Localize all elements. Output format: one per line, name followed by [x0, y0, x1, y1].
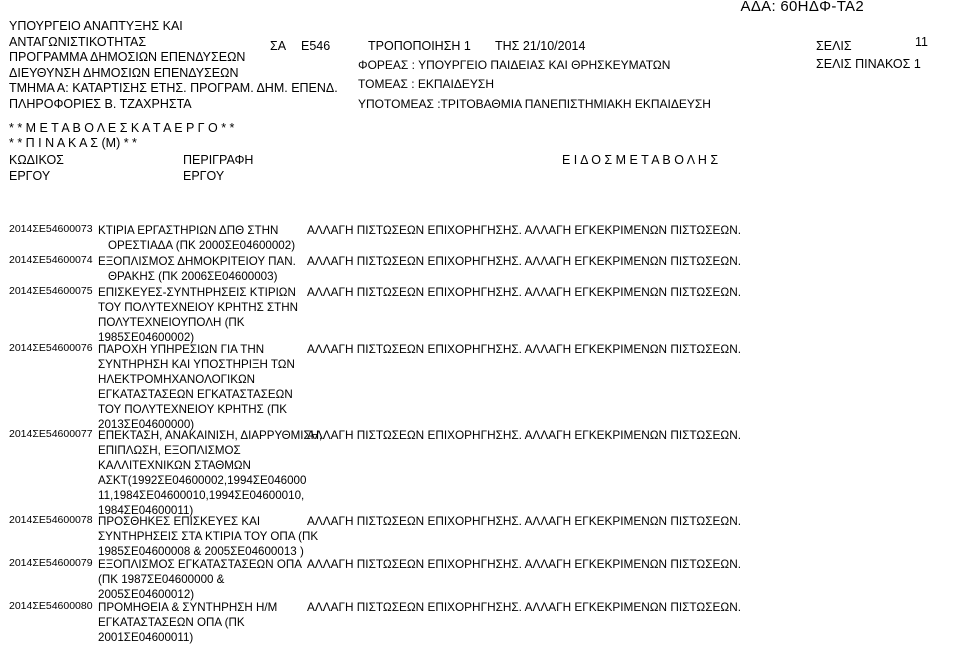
row-change-type: ΑΛΛΑΓΗ ΠΙΣΤΩΣΕΩΝ ΕΠΙΧΟΡΗΓΗΣΗΣ. ΑΛΛΑΓΗ ΕΓΚΕΚΡΙΜΕΝΩΝ ΠΙΣΤΩΣΕΩΝ. [307, 223, 742, 237]
desc-line: ΕΞΟΠΛΙΣΜΟΣ ΔΗΜΟΚΡΙΤΕΙΟΥ ΠΑΝ. [98, 255, 296, 268]
row-code: 2014ΣΕ54600077 [9, 428, 93, 440]
desc-line: ΟΡΕΣΤΙΑΔΑ (ΠΚ 2000ΣΕ04600002) [108, 239, 296, 253]
desc-line: ΤΟΥ ΠΟΛΥΤΕΧΝΕΙΟΥ ΚΡΗΤΗΣ (ΠΚ [98, 403, 287, 417]
desc-line: ΣΥΝΤΗΡΗΣΗ ΚΑΙ ΥΠΟΣΤΗΡΙΞΗ ΤΩΝ [98, 358, 295, 372]
row-code: 2014ΣΕ54600075 [9, 285, 93, 297]
modification-date: ΤΗΣ 21/10/2014 [495, 39, 586, 53]
desc-line: ΠΡΟΣΘΗΚΕΣ ΕΠΙΣΚΕΥΕΣ ΚΑΙ [98, 515, 261, 528]
desc-line: ΚΤΙΡΙΑ ΕΡΓΑΣΤΗΡΙΩΝ ΔΠΘ ΣΤΗΝ [98, 224, 279, 237]
row-code: 2014ΣΕ54600074 [9, 254, 93, 266]
row-description [98, 428, 322, 519]
tomeas-line: ΤΟΜΕΑΣ : ΕΚΠΑΙΔΕΥΣΗ [358, 77, 494, 91]
row-description [98, 285, 298, 345]
ada-identifier: ΑΔΑ: 60ΗΔΦ-ΤΑ2 [740, 0, 864, 15]
row-change-type: ΑΛΛΑΓΗ ΠΙΣΤΩΣΕΩΝ ΕΠΙΧΟΡΗΓΗΣΗΣ. ΑΛΛΑΓΗ ΕΓΚΕΚΡΙΜΕΝΩΝ ΠΙΣΤΩΣΕΩΝ. [307, 428, 742, 442]
desc-line: (ΠΚ 1987ΣΕ04600000 & [98, 573, 225, 587]
header-line: ΑΝΤΑΓΩΝΙΣΤΙΚΟΤΗΤΑΣ [9, 34, 147, 49]
row-code: 2014ΣΕ54600080 [9, 600, 93, 612]
header-line: ΔΙΕΥΘΥΝΣΗ ΔΗΜΟΣΙΩΝ ΕΠΕΝΔΥΣΕΩΝ [9, 65, 239, 80]
col-heading-line: ΚΩΔΙΚΟΣ [9, 153, 64, 167]
desc-line: ΠΡΟΜΗΘΕΙΑ & ΣΥΝΤΗΡΗΣΗ Η/Μ [98, 601, 278, 614]
sa-number: Ε546 [301, 39, 331, 53]
desc-line: ΕΞΟΠΛΙΣΜΟΣ ΕΓΚΑΤΑΣΤΑΣΕΩΝ ΟΠΑ [98, 558, 302, 571]
desc-line: ΘΡΑΚΗΣ (ΠΚ 2006ΣΕ04600003) [108, 270, 278, 284]
desc-line: ΠΑΡΟΧΗ ΥΠΗΡΕΣΙΩΝ ΓΙΑ ΤΗΝ [98, 343, 265, 356]
col-heading-change: Ε Ι Δ Ο Σ Μ Ε Τ Α Β Ο Λ Η Σ [562, 153, 719, 167]
row-code: 2014ΣΕ54600079 [9, 557, 93, 569]
row-description [98, 600, 277, 645]
section-subtitle: * * Π Ι Ν Α Κ Α Σ (Μ) * * [9, 136, 137, 150]
desc-line: 2001ΣΕ04600011) [98, 631, 194, 645]
header-line: ΠΛΗΡΟΦΟΡΙΕΣ Β. ΤΖΑΧΡΗΣΤΑ [9, 96, 192, 111]
modification-number: ΤΡΟΠΟΠΟΙΗΣΗ 1 [368, 39, 471, 53]
table-page: ΣΕΛΙΣ ΠΙΝΑΚΟΣ 1 [816, 57, 921, 71]
desc-line: 11,1984ΣΕ04600010,1994ΣΕ04600010, [98, 489, 305, 503]
row-change-type: ΑΛΛΑΓΗ ΠΙΣΤΩΣΕΩΝ ΕΠΙΧΟΡΗΓΗΣΗΣ. ΑΛΛΑΓΗ ΕΓΚΕΚΡΙΜΕΝΩΝ ΠΙΣΤΩΣΕΩΝ. [307, 285, 742, 299]
ministry-header [9, 19, 338, 112]
foreas-line: ΦΟΡΕΑΣ : ΥΠΟΥΡΓΕΙΟ ΠΑΙΔΕΙΑΣ ΚΑΙ ΘΡΗΣΚΕΥΜΑΤΩΝ [358, 58, 671, 72]
desc-line: 1985ΣΕ04600008 & 2005ΣΕ04600013 ) [98, 545, 304, 559]
page-label: ΣΕΛΙΣ [816, 39, 852, 53]
row-change-type: ΑΛΛΑΓΗ ΠΙΣΤΩΣΕΩΝ ΕΠΙΧΟΡΗΓΗΣΗΣ. ΑΛΛΑΓΗ ΕΓΚΕΚΡΙΜΕΝΩΝ ΠΙΣΤΩΣΕΩΝ. [307, 557, 742, 571]
desc-line: ΚΑΛΛΙΤΕΧΝΙΚΩΝ ΣΤΑΘΜΩΝ [98, 459, 251, 473]
row-code: 2014ΣΕ54600076 [9, 342, 93, 354]
desc-line: 2013ΣΕ04600000) [98, 418, 195, 432]
row-change-type: ΑΛΛΑΓΗ ΠΙΣΤΩΣΕΩΝ ΕΠΙΧΟΡΗΓΗΣΗΣ. ΑΛΛΑΓΗ ΕΓΚΕΚΡΙΜΕΝΩΝ ΠΙΣΤΩΣΕΩΝ. [307, 342, 742, 356]
row-code: 2014ΣΕ54600078 [9, 514, 93, 526]
row-description [98, 223, 295, 253]
desc-line: 2005ΣΕ04600012) [98, 588, 195, 602]
section-title: * * Μ Ε Τ Α Β Ο Λ Ε Σ Κ Α Τ Α Ε Ρ Γ Ο * * [9, 121, 235, 135]
header-line: ΥΠΟΥΡΓΕΙΟ ΑΝΑΠΤΥΞΗΣ ΚΑΙ [9, 19, 183, 33]
row-change-type: ΑΛΛΑΓΗ ΠΙΣΤΩΣΕΩΝ ΕΠΙΧΟΡΗΓΗΣΗΣ. ΑΛΛΑΓΗ ΕΓΚΕΚΡΙΜΕΝΩΝ ΠΙΣΤΩΣΕΩΝ. [307, 600, 742, 614]
desc-line: ΕΠΙΣΚΕΥΕΣ-ΣΥΝΤΗΡΗΣΕΙΣ ΚΤΙΡΙΩΝ [98, 286, 296, 299]
page-number: 11 [915, 35, 928, 49]
header-line: ΤΜΗΜΑ Α: ΚΑΤΑΡΤΙΣΗΣ ΕΤΗΣ. ΠΡΟΓΡΑΜ. ΔΗΜ. ΕΠΕΝΔ. [9, 81, 338, 95]
desc-line: ΣΥΝΤΗΡΗΣΕΙΣ ΣΤΑ ΚΤΙΡΙΑ ΤΟΥ ΟΠΑ (ΠΚ [98, 530, 319, 544]
desc-line: 1985ΣΕ04600002) [98, 331, 195, 345]
col-heading-description [183, 153, 253, 184]
desc-line: ΕΓΚΑΤΑΣΤΑΣΕΩΝ ΕΓΚΑΤΑΣΤΑΣΕΩΝ [98, 388, 293, 402]
header-line: ΠΡΟΓΡΑΜΜΑ ΔΗΜΟΣΙΩΝ ΕΠΕΝΔΥΣΕΩΝ [9, 50, 246, 64]
col-heading-line: ΠΕΡΙΓΡΑΦΗ [183, 153, 254, 167]
desc-line: ΕΠΙΠΛΩΣΗ, ΕΞΟΠΛΙΣΜΟΣ [98, 444, 241, 458]
row-code: 2014ΣΕ54600073 [9, 223, 93, 235]
desc-line: ΗΛΕΚΤΡΟΜΗΧΑΝΟΛΟΓΙΚΩΝ [98, 373, 255, 387]
desc-line: ΕΓΚΑΤΑΣΤΑΣΕΩΝ ΟΠΑ (ΠΚ [98, 616, 245, 630]
sa-label: ΣΑ [270, 39, 287, 53]
row-description [98, 342, 295, 433]
row-description [98, 254, 296, 284]
desc-line: ΠΟΛΥΤΕΧΝΕΙΟΥΠΟΛΗ (ΠΚ [98, 316, 245, 330]
ypotomeas-line: ΥΠΟΤΟΜΕΑΣ :ΤΡΙΤΟΒΑΘΜΙΑ ΠΑΝΕΠΙΣΤΗΜΙΑΚΗ ΕΚΠΑΙΔΕΥΣΗ [358, 97, 711, 111]
row-description [98, 514, 318, 559]
row-description [98, 557, 302, 602]
desc-line: ΑΣΚΤ(1992ΣΕ04600002,1994ΣΕ046000 [98, 474, 307, 488]
col-heading-code [9, 153, 64, 184]
row-change-type: ΑΛΛΑΓΗ ΠΙΣΤΩΣΕΩΝ ΕΠΙΧΟΡΗΓΗΣΗΣ. ΑΛΛΑΓΗ ΕΓΚΕΚΡΙΜΕΝΩΝ ΠΙΣΤΩΣΕΩΝ. [307, 254, 742, 268]
col-heading-line: ΕΡΓΟΥ [9, 168, 51, 183]
desc-line: ΤΟΥ ΠΟΛΥΤΕΧΝΕΙΟΥ ΚΡΗΤΗΣ ΣΤΗΝ [98, 301, 298, 315]
desc-line: 1984ΣΕ04600011) [98, 504, 194, 518]
desc-line: ΕΠΕΚΤΑΣΗ, ΑΝΑΚΑΙΝΙΣΗ, ΔΙΑΡΡΥΘΜΙΣΗ, [98, 429, 323, 442]
col-heading-line: ΕΡΓΟΥ [183, 168, 225, 183]
row-change-type: ΑΛΛΑΓΗ ΠΙΣΤΩΣΕΩΝ ΕΠΙΧΟΡΗΓΗΣΗΣ. ΑΛΛΑΓΗ ΕΓΚΕΚΡΙΜΕΝΩΝ ΠΙΣΤΩΣΕΩΝ. [307, 514, 742, 528]
